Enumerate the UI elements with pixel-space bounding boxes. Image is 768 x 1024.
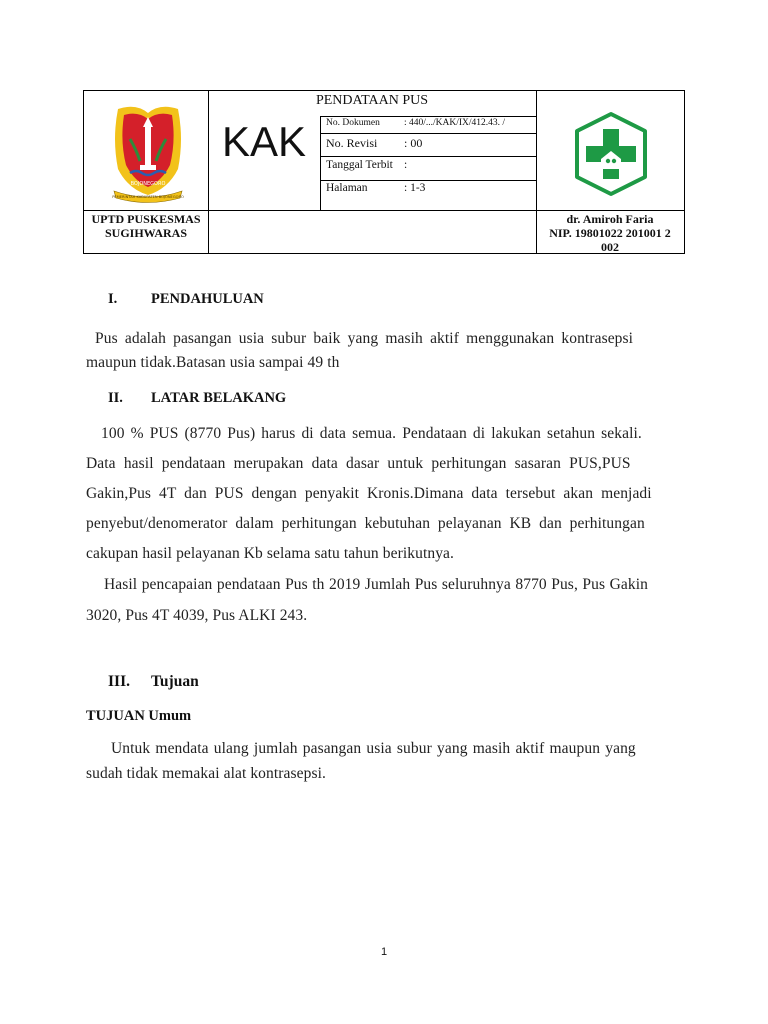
divider (84, 210, 684, 211)
divider (320, 180, 536, 181)
bojonegoro-emblem-icon (110, 99, 186, 205)
head-name: dr. Amiroh Faria (566, 212, 654, 226)
section-number: II. (108, 390, 123, 406)
paragraph-line: Data hasil pendataan merupakan data dasar untuk perhitungan sasaran PUS,PUS (86, 455, 631, 472)
paragraph-line: Pus adalah pasangan usia subur baik yang masih aktif menggunakan kontrasepsi (95, 330, 634, 347)
section-title: PENDAHULUAN (151, 291, 264, 307)
section-number: I. (108, 291, 118, 307)
divider (320, 156, 536, 157)
paragraph-line: Hasil pencapaian pendataan Pus th 2019 Jumlah Pus seluruhnya 8770 Pus, Pus Gakin (104, 576, 648, 593)
section-title: Tujuan (151, 673, 199, 690)
document-header-table (83, 90, 685, 254)
section-title: LATAR BELAKANG (151, 390, 287, 406)
emblem-ribbon: PEMERINTAH KABUPATEN BOJONEGORO (112, 195, 184, 199)
head-nip-cont: 002 (601, 240, 619, 254)
divider (320, 116, 536, 117)
paragraph-line: Gakin,Pus 4T dan PUS dengan penyakit Kronis.Dimana data tersebut akan menjadi (86, 485, 652, 502)
document-title: PENDATAAN PUS (315, 93, 429, 108)
paragraph-line: 100 % PUS (8770 Pus) harus di data semua. Pendataan di lakukan setahun sekali. (101, 425, 642, 442)
row-value-tanggal-terbit: : (404, 159, 408, 171)
row-label-no-revisi: No. Revisi (326, 136, 378, 150)
row-label-halaman: Halaman (326, 182, 368, 194)
page-number: 1 (380, 946, 388, 958)
paragraph-line: maupun tidak.Batasan usia sampai 49 th (86, 354, 340, 371)
paragraph-line: Untuk mendata ulang jumlah pasangan usia subur yang masih aktif maupun yang (111, 740, 636, 757)
paragraph-line: cakupan hasil pelayanan Kb selama satu tahun berikutnya. (86, 545, 455, 562)
head-nip: NIP. 19801022 201001 2 (549, 226, 671, 240)
paragraph-line: sudah tidak memakai alat kontrasepsi. (86, 765, 327, 782)
puskesmas-logo-icon (568, 111, 654, 197)
document-type: KAK (221, 118, 307, 165)
paragraph-line: penyebut/denomerator dalam perhitungan kebutuhan pelayanan KB dan perhitungan (86, 515, 645, 532)
divider (320, 133, 536, 134)
divider (320, 116, 321, 210)
organization-name-line2: SUGIHWARAS (104, 226, 188, 240)
row-label-no-dokumen: No. Dokumen (326, 118, 380, 128)
organization-name-line1: UPTD PUSKESMAS (91, 212, 201, 226)
emblem-banner: BOJONEGORO (130, 181, 166, 187)
row-value-halaman: : 1-3 (404, 182, 426, 194)
row-value-no-dokumen: : 440/.../KAK/IX/412.43. / (404, 118, 506, 128)
subsection-title: TUJUAN Umum (86, 708, 192, 724)
section-number: III. (108, 673, 130, 690)
row-label-tanggal-terbit: Tanggal Terbit (326, 159, 393, 171)
row-value-no-revisi: : 00 (404, 136, 423, 150)
paragraph-line: 3020, Pus 4T 4039, Pus ALKI 243. (86, 607, 308, 624)
divider (208, 91, 209, 253)
